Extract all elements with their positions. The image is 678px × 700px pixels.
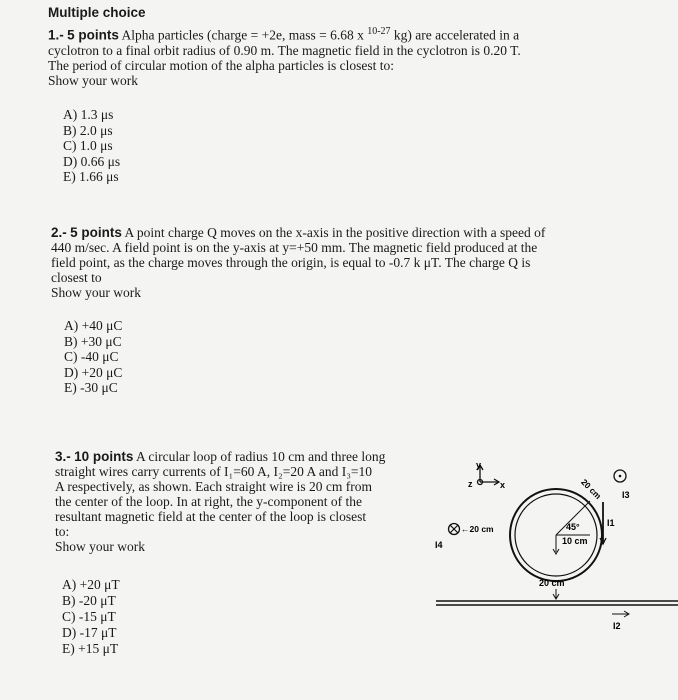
bottom-distance-label: 20 cm [539, 578, 565, 588]
q1-options [63, 107, 120, 185]
q2-option-c[interactable]: C) -40 μC [64, 349, 119, 364]
q1-option-e[interactable]: E) 1.66 μs [63, 169, 119, 184]
q2-line-4: closest to [51, 270, 102, 285]
q1-line-2: cyclotron to a final orbit radius of 0.90 m. The magnetic field in the cyclotron is 0.20 T. [48, 42, 521, 58]
q1-line-4: Show your work [48, 72, 138, 88]
axis-z-label: z [468, 479, 473, 489]
q2-text-1: A point charge Q moves on the x-axis in the positive direction with a speed of [124, 225, 546, 240]
q1-option-c[interactable]: C) 1.0 μs [63, 138, 113, 153]
q3-line-4: the center of the loop. In at right, the y-component of the [55, 494, 363, 509]
q3-line-7: Show your work [55, 539, 145, 554]
q3-option-b[interactable]: B) -20 μT [62, 593, 116, 608]
q3-line-6: to: [55, 524, 70, 539]
q2-points: 5 points [70, 225, 122, 240]
q3-points: 10 points [74, 449, 134, 464]
q2-option-b[interactable]: B) +30 μC [64, 333, 122, 349]
axis-x-label: x [500, 480, 506, 490]
radius-label: 10 cm [562, 536, 588, 546]
q3-option-c[interactable]: C) -15 μT [62, 609, 116, 624]
wire-i2-label: I2 [613, 621, 621, 631]
q1-line-3: The period of circular motion of the alpha particles is closest to: [48, 57, 395, 73]
axis-y-label: y [476, 462, 482, 470]
q2-option-a[interactable]: A) +40 μC [64, 318, 123, 333]
q3-line-5: resultant magnetic field at the center of the loop is closest [55, 509, 367, 524]
wire-i1-label: I1 [607, 518, 615, 528]
q2-number: 2.- [51, 225, 67, 240]
question-3 [55, 449, 385, 554]
left-distance-label: ←20 cm [461, 524, 494, 534]
q1-line-1 [48, 24, 521, 43]
q1-text-1: Alpha particles (charge = +2e, mass = 6.68 x [121, 27, 364, 43]
q3-option-a[interactable]: A) +20 μT [62, 577, 120, 592]
q1-option-d[interactable]: D) 0.66 μs [63, 153, 121, 169]
q2-line-1 [51, 225, 545, 240]
question-1 [48, 24, 521, 88]
diag-distance-label: 20 cm [579, 476, 604, 502]
q3-option-d[interactable]: D) -17 μT [62, 625, 117, 640]
q3-options [62, 577, 120, 657]
question-2 [51, 225, 545, 300]
q2-options [64, 318, 122, 396]
q2-line-5: Show your work [51, 285, 141, 300]
q1-exponent: 10-27 [367, 26, 391, 37]
wire-i3-label: I3 [622, 490, 630, 500]
q2-line-3: field point, as the charge moves through the origin, is equal to -0.7 k μT. The charge Q is [51, 255, 531, 270]
q2-option-e[interactable]: E) -30 μC [64, 380, 118, 395]
q1-text-1-tail: kg) are accelerated in a [393, 27, 520, 43]
q3-number: 3.- [55, 449, 71, 464]
q3-text-1: A circular loop of radius 10 cm and three long [136, 449, 386, 464]
q1-number: 1.- [48, 27, 64, 43]
wire-i4-label: I4 [435, 540, 443, 550]
q1-points: 5 points [67, 27, 119, 43]
wire-i3-dot [619, 475, 622, 478]
q1-option-b[interactable]: B) 2.0 μs [63, 122, 113, 138]
q3-figure [432, 462, 678, 642]
q3-line-3: A respectively, as shown. Each straight wire is 20 cm from [55, 479, 373, 494]
q2-line-2: 440 m/sec. A field point is on the y-axis at y=+50 mm. The magnetic field produced at the [51, 240, 538, 255]
q3-line-1 [55, 449, 385, 464]
section-title: Multiple choice [48, 5, 146, 20]
q3-line-2: straight wires carry currents of I₁=60 A, I₂=20 A and I₃=10 [55, 464, 373, 479]
q1-option-a[interactable]: A) 1.3 μs [63, 107, 114, 122]
angle-label: 45° [566, 522, 580, 532]
q2-option-d[interactable]: D) +20 μC [64, 364, 123, 380]
q3-option-e[interactable]: E) +15 μT [62, 641, 119, 656]
